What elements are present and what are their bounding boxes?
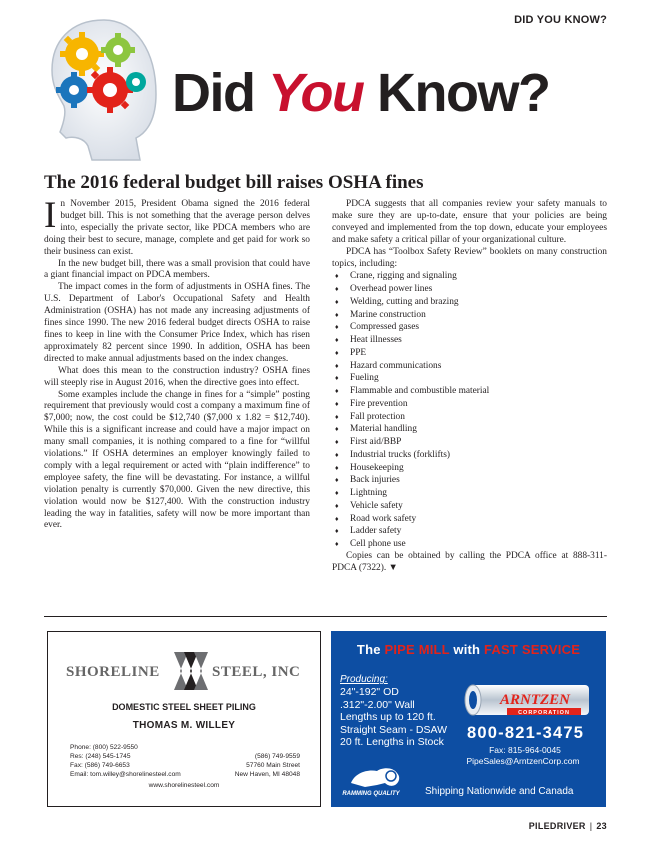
producing-label: Producing:	[340, 674, 388, 685]
ad-website-link[interactable]: www.shorelinesteel.com	[148, 782, 220, 789]
article-title: The 2016 federal budget bill raises OSHA fines	[44, 172, 424, 193]
spec-item: Lengths up to 120 ft.	[340, 711, 436, 723]
list-item: ♦ PPE	[332, 347, 607, 360]
city-line: New Haven, MI 48048	[234, 771, 300, 778]
spec-item: .312"-2.00" Wall	[340, 698, 415, 711]
list-item: ♦ Marine construction	[332, 309, 607, 322]
logo-name-left: SHORELINE	[66, 664, 160, 680]
publication-name: PILEDRIVER	[528, 821, 586, 831]
list-item: ♦ Compressed gases	[332, 321, 607, 334]
list-item: ♦ Material handling	[332, 423, 607, 436]
page-title	[172, 63, 550, 123]
list-item: ♦ Fire prevention	[332, 398, 607, 411]
ad-product: DOMESTIC STEEL SHEET PILING	[112, 702, 256, 712]
article-paragraph: PDCA suggests that all companies review your safety manuals to make sure they are up-to-date, ensure that your policies are being conveyed and implemented from the top down, educate your employees and make safety a critical pillar of your organizational culture.	[332, 199, 607, 245]
article-paragraph: What does this mean to the construction industry? OSHA fines will steeply rise in August 2016, when the directive goes into effect.	[44, 365, 310, 388]
list-item: ♦ Housekeeping	[332, 462, 607, 475]
arntzen-pipe-logo	[463, 679, 595, 721]
spec-item: 20 ft. Lengths in Stock	[340, 736, 444, 748]
article-paragraph: In the new budget bill, there was a small provision that could have a giant financial impact on PDCA members.	[44, 258, 310, 281]
footer-separator: |	[589, 821, 593, 831]
list-item: ♦ Cell phone use	[332, 538, 607, 551]
section-tag: DID YOU KNOW?	[514, 14, 607, 26]
list-item: ♦ Lightning	[332, 487, 607, 500]
list-item: ♦ Back injuries	[332, 474, 607, 487]
title-accent: You	[268, 63, 364, 123]
drop-cap: I	[44, 195, 57, 236]
street-line: 57760 Main Street	[246, 762, 300, 769]
list-item: ♦ Fueling	[332, 372, 607, 385]
list-item: ♦ Ladder safety	[332, 525, 607, 538]
list-item: ♦ Flammable and combustible material	[332, 385, 607, 398]
title-part-2: Know?	[363, 63, 550, 123]
list-item: ♦ Industrial trucks (forklifts)	[332, 449, 607, 462]
article-paragraph: Some examples include the change in fines for a “simple” posting requirement that previously would cost a company a maximum fine of $7,000; now, the cost could be $12,740 ($7,000 x 1.82 = $12,740). While this is a significant increase and could have a major impact on many small companies, it is nothing compared to a fine for “willful violations.” If OSHA determines an employer knowingly failed to comply with a legal requirement or acted with “plain indifference” to employee safety, the fine will be devastating. For instance, a willful violation penalty is currently $70,000. Given the new directive, this violation would now be $127,400. With the construction industry leading the way in fatalities, safety will now be more important than ever.	[44, 389, 310, 531]
article-paragraph	[44, 195, 310, 259]
list-item: ♦ First aid/BBP	[332, 436, 607, 449]
email-line: Email: tom.willey@shorelinesteel.com	[70, 771, 181, 778]
arntzen-subtitle: CORPORATION	[518, 710, 570, 716]
article-paragraph: Copies can be obtained by calling the PDCA office at 888-311-PDCA (7322). ▼	[332, 550, 607, 573]
head-part-2: PIPE MILL	[384, 642, 450, 657]
list-item: ♦ Crane, rigging and signaling	[332, 270, 607, 283]
ram-wordmark: RAMMING QUALITY	[342, 791, 400, 797]
head-part-3: with	[449, 642, 484, 657]
brain-gears-icon	[44, 14, 162, 164]
list-item: ♦ Road work safety	[332, 513, 607, 526]
paragraph-text: n November 2015, President Obama signed the 2016 federal budget bill. This is not something that the average person delves into, especially the private sector, like PDCA members who are doing their best to secure, manage, complete and get paid for work so their business can exist.	[44, 199, 310, 257]
res-line: Res: (248) 545-1745	[70, 753, 131, 760]
ad-fax: Fax: 815-964-0045	[489, 745, 561, 755]
head-part-4: FAST SERVICE	[484, 642, 581, 657]
spec-list	[340, 686, 447, 749]
list-item: ♦ Heat illnesses	[332, 334, 607, 347]
arntzen-wordmark: ARNTZEN	[499, 692, 571, 708]
ad-phone[interactable]: 800-821-3475	[467, 724, 585, 742]
ram-icon	[341, 761, 411, 797]
fax-line: Fax: (586) 749-6653	[70, 762, 130, 769]
alt-phone-line: (586) 749-9559	[254, 753, 300, 760]
ad-headline	[331, 642, 606, 657]
ad-email-link[interactable]: PipeSales@ArntzenCorp.com	[466, 756, 580, 766]
shoreline-logo	[48, 650, 320, 688]
contact-details-right	[235, 752, 300, 779]
divider	[44, 616, 607, 617]
arntzen-ad[interactable]	[331, 631, 606, 807]
spec-item: Straight Seam - DSAW	[340, 723, 447, 736]
phone-line: Phone: (800) 522-9550	[70, 744, 138, 751]
article-paragraph: The impact comes in the form of adjustments in OSHA fines. The U.S. Department of Labor's Occupational Safety and Health Administration (OSHA) has not made any increasing adjustments of fines since 1990. The new 2016 federal budget directs OSHA to raise fines to keep in line with the Consumer Price Index, which has risen approximately 82 percent since 1990. In addition, OSHA has been directed to make annual adjustments based on the index changes.	[44, 282, 310, 364]
contact-details-left	[70, 743, 181, 779]
shoreline-steel-ad[interactable]	[47, 631, 321, 807]
article-column-right	[332, 199, 607, 575]
article-column-left	[44, 195, 310, 532]
list-item: ♦ Fall protection	[332, 411, 607, 424]
list-item: ♦ Overhead power lines	[332, 283, 607, 296]
spec-item: 24"-192" OD	[340, 686, 399, 698]
list-item: ♦ Vehicle safety	[332, 500, 607, 513]
head-part-1: The	[356, 642, 385, 657]
logo-name-right: STEEL, INC	[212, 664, 301, 680]
shoreline-ss-icon	[170, 650, 214, 692]
page-number: 23	[596, 821, 607, 831]
list-item: ♦ Welding, cutting and brazing	[332, 296, 607, 309]
title-part-1: Did	[172, 63, 268, 123]
topics-list	[332, 270, 607, 551]
page-footer	[529, 821, 607, 831]
list-item: ♦ Hazard communications	[332, 360, 607, 373]
ad-shipping: Shipping Nationwide and Canada	[425, 786, 574, 797]
article-paragraph: PDCA has “Toolbox Safety Review” booklets on many construction topics, including:	[332, 246, 607, 269]
ad-contact-name: THOMAS M. WILLEY	[132, 720, 236, 731]
